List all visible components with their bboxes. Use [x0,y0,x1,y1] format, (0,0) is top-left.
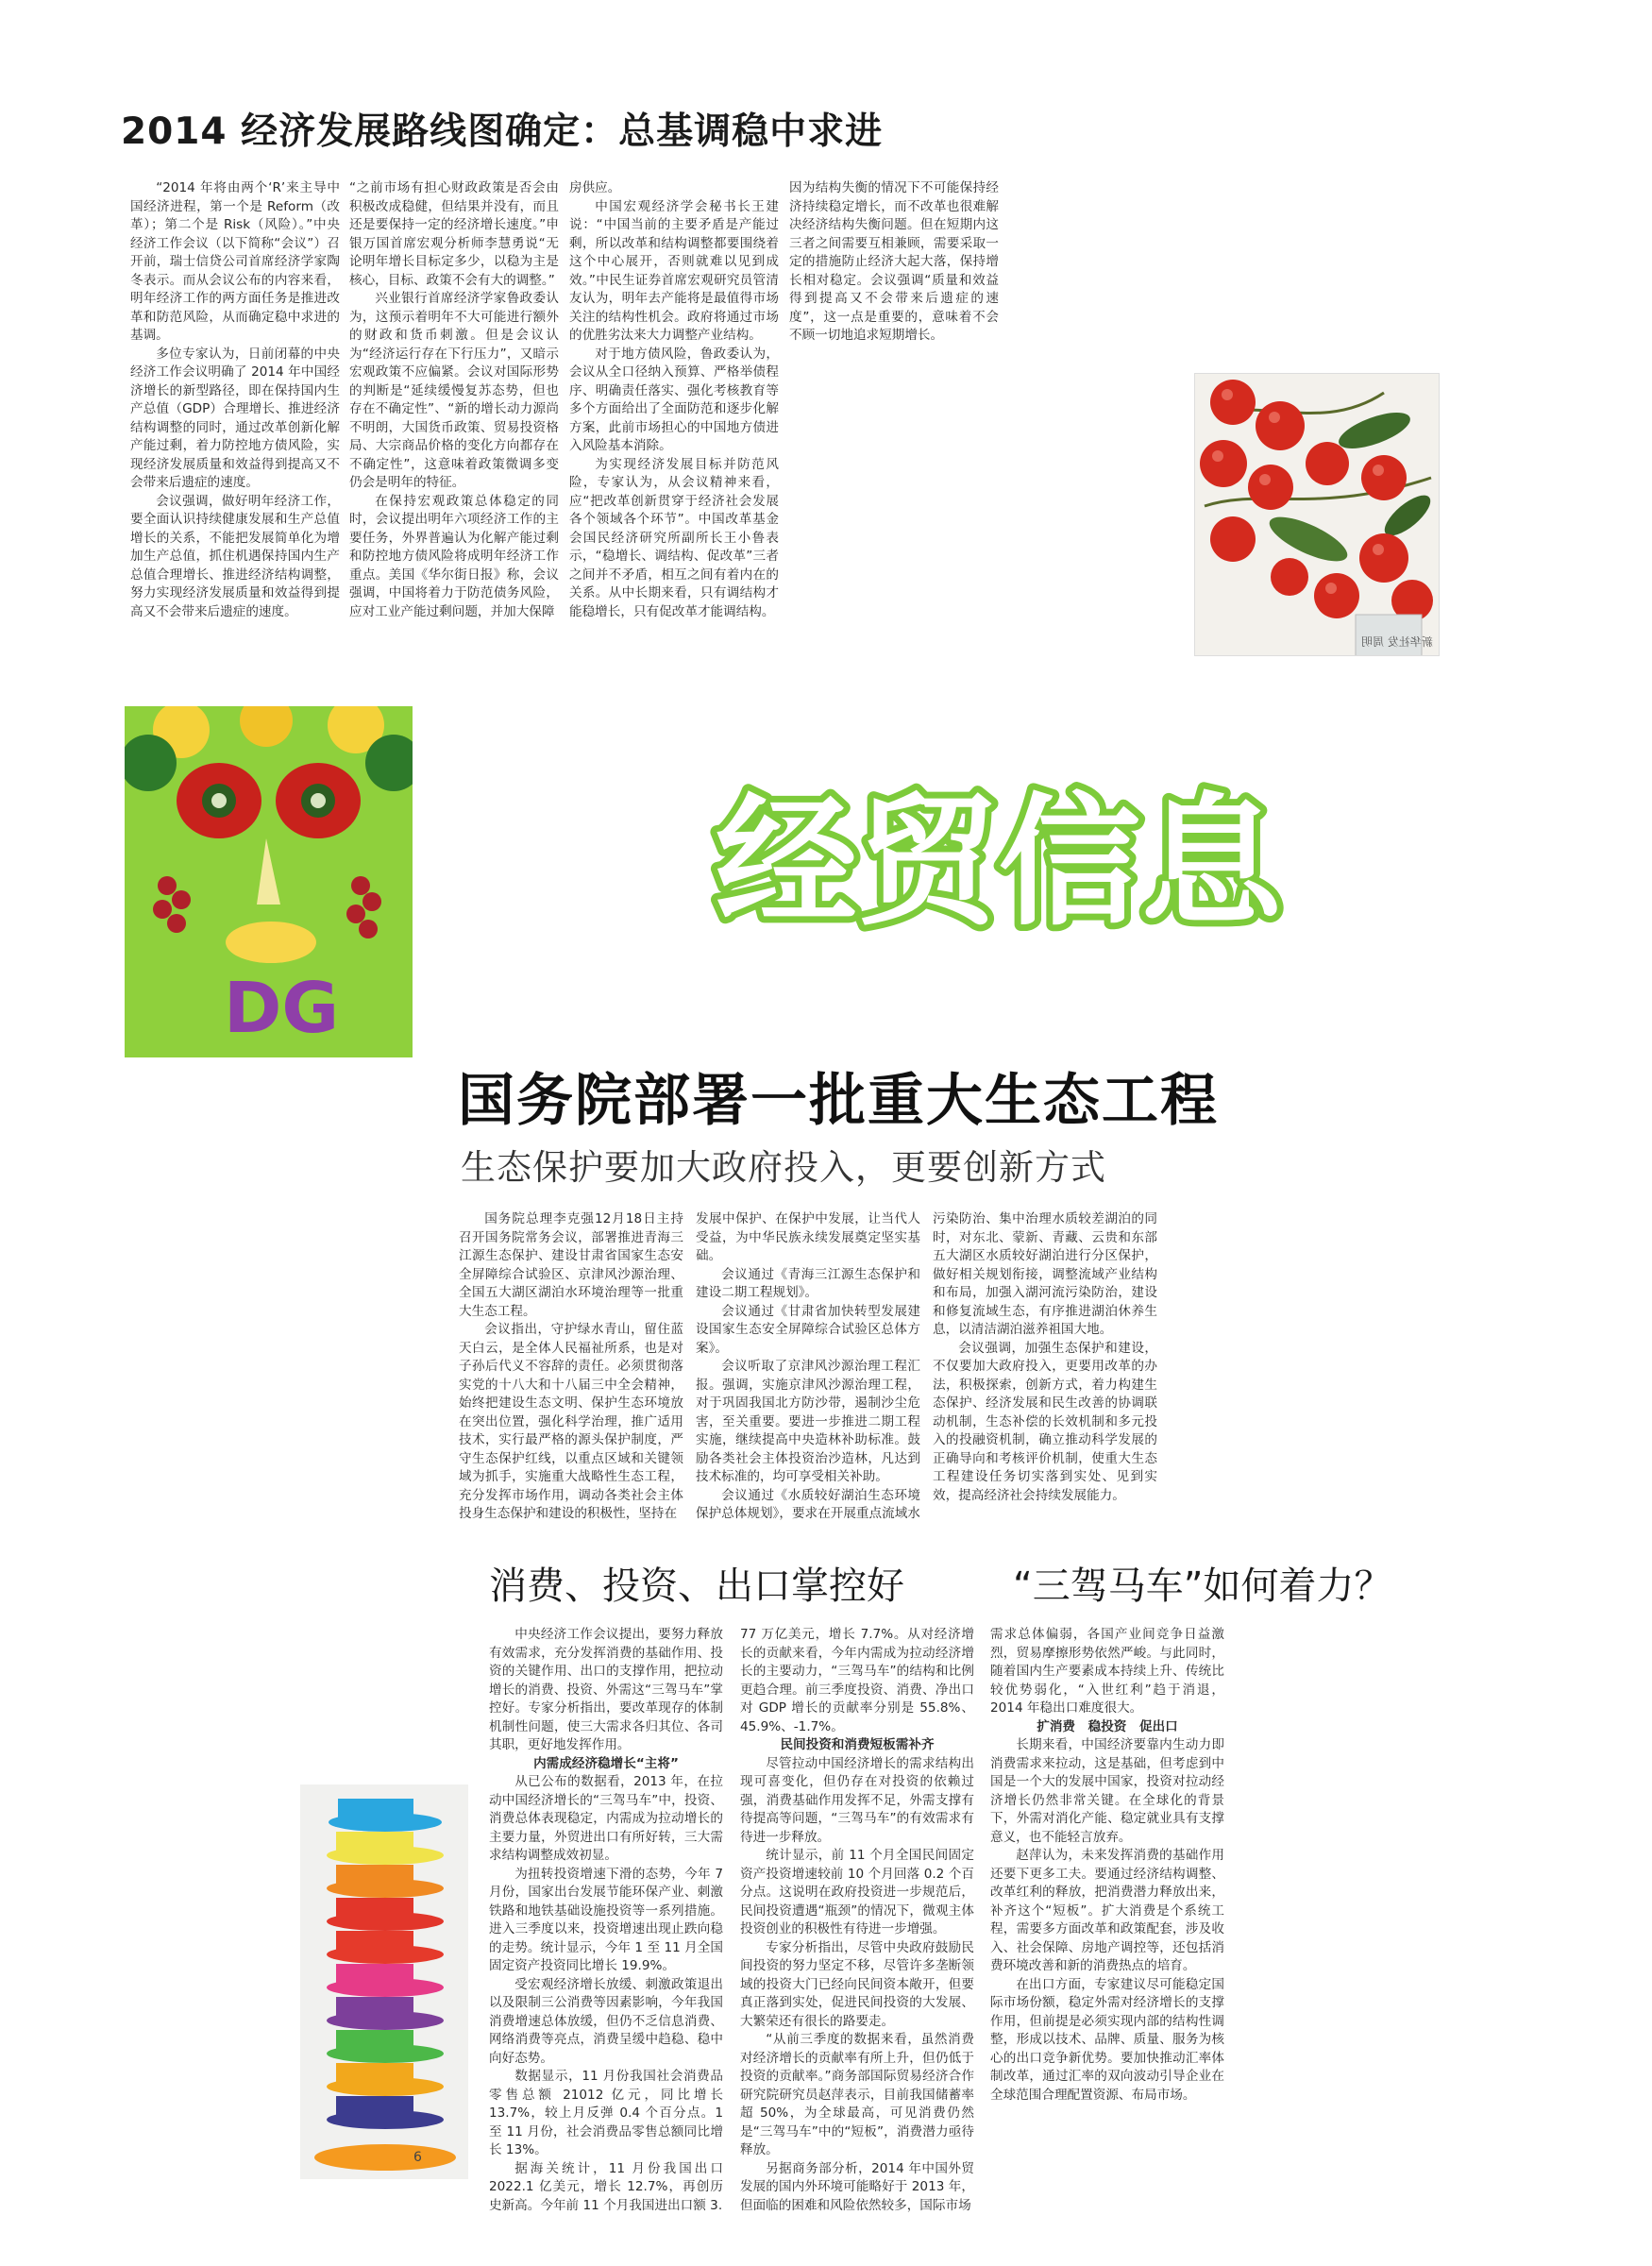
paragraph: 尽管拉动中国经济增长的需求结构出现可喜变化，但仍存在对投资的依赖过强，消费基础作用发挥不足，外需支撑有待提高等问题，“三驾马车”的有效需求有待进一步释放。 [740,1755,974,1845]
article3-column [990,1626,1224,2230]
paragraph: 为扭转投资增速下滑的态势，今年 7 月份，国家出台发展节能环保产业、刺激铁路和地铁基础设施投资等一系列措施。进入三季度以来，投资增速出现止跌向稳的走势。统计显示，今年 1 至 11 月全国固定资产投资同比增长 19.9%。 [489,1866,723,1973]
paragraph: 国务院总理李克强12月18日主持召开国务院常务会议，部署推进青海三江源生态保护、建设甘肃省国家生态安全屏障综合试验区、京津风沙源治理、全国五大湖区湖泊水环境治理等一批重大生态工程。 [459,1211,683,1319]
stacked-cups-photo [300,1784,468,2179]
paragraph: 会议强调，加强生态保护和建设，不仅要加大政府投入，更要用改革的办法，积极探索，创新方式，着力构建生态保护、经济发展和民生改善的协调联动机制，生态补偿的长效机制和多元投入的投融资机制，确立推动科学发展的正确导向和考核评价机制，使重大生态工程建设任务切实落到实处、见到实效，提高经济社会持续发展能力。 [933,1340,1157,1503]
paragraph: 会议通过《青海三江源生态保护和建设二期工程规划》。 [696,1266,920,1300]
paragraph: 污染防治、集中治理水质较差湖泊的同时，对东北、蒙新、青藏、云贵和东部五大湖区水质较好湖泊进行分区保护，做好相关规划衔接，调整流域产业结构和布局，加强入湖河流污染防治，建设和修复流域生态，有序推进湖泊休养生息，以清洁湖泊滋养祖国大地。 [933,1211,1157,1337]
paragraph: 数据显示，11 月份我国社会消费品零售总额 21012 亿元，同比增长 13.7%，较上月反弹 0.4 个百分点。1 至 11 月份，社会消费品零售总额同比增长 13%。 [489,2069,723,2157]
veg-letters: DG [224,968,340,1049]
paragraph: 兴业银行首席经济学家鲁政委认为，这预示着明年不大可能进行额外的财政和货币刺激。但是会议认为“经济运行存在下行压力”，又暗示宏观政策不应偏紧。会议对国际形势的判断是“延续缓慢复苏态势，但也存在不确定性”、“新的增长动力源尚不明朗，大国货币政策、贸易投资格局、大宗商品价格的变化方向都存在不确定性”，这意味着政策微调多变仍会是明年的特征。 [349,291,559,490]
subheading: 民间投资和消费短板需补齐 [780,1737,935,1752]
article1-column [130,179,340,623]
paragraph: 从已公布的数据看，2013 年，在拉动中国经济增长的“三驾马车”中，投资、消费总体表现稳定，内需成为拉动增长的主要力量，外贸进出口有所好转，三大需求结构调整成效初显。 [489,1774,723,1863]
paragraph: 中国宏观经济学会秘书长王建说：“中国当前的主要矛盾是产能过剩，所以改革和结构调整都要围绕着这个中心展开，否则就难以见到成效。”中民生证券首席宏观研究员管清友认为，明年去产能将是最值得市场关注的结构性机会。政府将通过市场的优胜劣汰来大力调整产业结构。 [569,198,779,343]
photo-credit: 新华社发 周明 [1361,635,1433,649]
paragraph: 中央经济工作会议提出，要努力释放有效需求，充分发挥消费的基础作用、投资的关键作用、出口的支撑作用，把拉动增长的消费、投资、外需这“三驾马车”掌控好。专家分析指出，要改革现存的体制机制性问题，使三大需求各归其位、各司其职，更好地发挥作用。 [489,1627,723,1752]
paragraph: “之前市场有担心财政政策是否会由积极改成稳健，但结果并没有，而且还是要保持一定的经济增长速度。”申银万国首席宏观分析师李慧勇说“无论明年增长目标定多少，以稳为主是核心，目标、政策不会有大的调整。” [349,180,559,288]
article2-column [1171,1210,1395,1531]
article2-column [933,1210,1157,1531]
paragraph: 受宏观经济增长放缓、刺激政策退出以及限制三公消费等因素影响，今年我国消费增速总体放缓，但仍不乏信息消费、网络消费等亮点，消费呈缓中趋稳、稳中向好态势。 [489,1976,723,2066]
red-berries-illustration [1195,374,1440,656]
paragraph: 在保持宏观政策总体稳定的同时，会议提出明年六项经济工作的主要任务，外界普遍认为化解产能过剩和防控地方债风险将成明年经济工作重点。美国《华尔街日报》称，会议强调，中国将着力于防范债务风险，应对工业产能过剩问题，并加大保障 [349,493,559,619]
section-banner [640,779,1357,949]
paragraph: 77 万亿美元，增长 7.7%。从对经济增长的贡献来看，今年内需成为拉动经济增长的主要动力，“三驾马车”的结构和比例更趋合理。前三季度投资、消费、净出口对 GDP 增长的贡献率分别是 55.8%、45.9%、-1.7%。 [740,1627,974,1734]
paragraph: 另据商务部分析，2014 年中国外贸发展的国内外环境可能略好于 2013 年，但面临的困难和风险依然较多，国际市场 [740,2160,974,2213]
paragraph: 因为结构失衡的情况下不可能保持经济持续稳定增长，而不改革也很难解决经济结构失衡问题。但在短期内这三者之间需要互相兼顾，需要采取一定的措施防止经济大起大落，保持增长相对稳定。会议强调“质量和效益得到提高又不会带来后遗症的速度”，这一点是重要的，意味着不会不顾一切地追求短期增长。 [789,180,999,343]
berries-photo [1194,373,1440,656]
banner-art [640,779,1357,949]
paragraph: 会议指出，守护绿水青山，留住蓝天白云，是全体人民福祉所系，也是对子孙后代义不容辞的责任。必须贯彻落实党的十八大和十八届三中全会精神，始终把建设生态文明、保护生态环境放在突出位置，强化科学治理，推广适用技术，实行最严格的源头保护制度，严守生态保护红线，以重点区域和关键领域为抓手，实施重大战略性生态工程，充分发挥市场作用，调动各类社会主体投身生态保护和建设的积极性，坚持在 [459,1322,683,1521]
subheading: 内需成经济稳增长“主将” [533,1755,679,1771]
paragraph: 会议强调，做好明年经济工作，要全面认识持续健康发展和生产总值增长的关系，不能把发展简单化为增加生产总值，抓住机遇保持国内生产总值合理增长、推进经济结构调整，努力实现经济发展质量和效益得到提高又不会带来后遗症的速度。 [130,493,340,619]
paragraph: 赵萍认为，未来发挥消费的基础作用还要下更多工夫。要通过经济结构调整、改革红利的释放，把消费潜力释放出来，补齐这个“短板”。扩大消费是个系统工程，需要多方面改革和政策配套，涉及收入、社会保障、房地产调控等，还包括消费环境改善和新的消费热点的培育。 [990,1848,1224,1973]
paragraph: 在出口方面，专家建议尽可能稳定国际市场份额，稳定外需对经济增长的支撑作用，但前提是必须实现内部的结构性调整，形成以技术、品牌、质量、服务为核心的出口竞争新优势。要加快推动汇率体制改革，通过汇率的双向波动引导企业在全球范围合理配置资源、布局市场。 [990,1976,1224,2103]
paragraph: 会议通过《甘肃省加快转型发展建设国家生态安全屏障综合试验区总体方案》。 [696,1303,920,1356]
page-number: 6 [413,2150,422,2165]
paragraph: 发展中保护、在保护中发展，让当代人受益，为中华民族永续发展奠定坚实基础。 [696,1211,920,1263]
vegetable-face-illustration [125,706,413,1057]
article2-column [696,1210,920,1531]
stacked-cups-illustration [300,1784,468,2179]
article3-column [489,1626,723,2230]
paragraph: 房供应。 [569,180,621,195]
article2-title: 国务院部署一批重大生态工程 [458,1068,1219,1134]
paragraph: 专家分析指出，尽管中央政府鼓励民间投资的努力坚定不移，尽管许多垄断领域的投资大门已经向民间资本敞开，但要真正落到实处，促进民间投资的大发展、大繁荣还有很长的路要走。 [740,1939,974,2029]
paragraph: 据海关统计，11 月份我国出口 2022.1 亿美元，增长 12.7%，再创历史新高。今年前 11 个月我国进出口额 3. [489,2160,723,2213]
paragraph: 统计显示，前 11 个月全国民间固定资产投资增速较前 10 个月回落 0.2 个百分点。这说明在政府投资进一步规范后，民间投资遭遇“瓶颈”的情况下，微观主体投资创业的积极性有待进一步增强。 [740,1848,974,1936]
paragraph: 对于地方债风险，鲁政委认为，会议从全口径纳入预算、严格举债程序、明确责任落实、强化考核教育等多个方面给出了全面防范和逐步化解方案，此前市场担心的中国地方债进入风险基本消除。 [569,346,779,453]
article1-column [789,179,999,623]
subheading: 扩消费 稳投资 促出口 [1037,1718,1178,1734]
article3-title-left: 消费、投资、出口掌控好 [489,1564,904,1608]
article3-column [740,1626,974,2230]
article2-column [459,1210,683,1531]
paragraph: “从前三季度的数据来看，虽然消费对经济增长的贡献率有所上升，但仍低于投资的贡献率。”商务部国际贸易经济合作研究院研究员赵萍表示，目前我国储蓄率超 50%，为全球最高，可见消费仍然是“三驾马车”中的“短板”，消费潜力亟待释放。 [740,2032,974,2157]
article1-column [569,179,779,623]
paragraph: 长期来看，中国经济要靠内生动力即消费需求来拉动，这是基础，但考虑到中国是一个大的发展中国家，投资对拉动经济增长仍然非常关键。在全球化的背景下，外需对消化产能、稳定就业具有支撑意义，也不能轻言放弃。 [990,1737,1224,1845]
article1-column [349,179,559,623]
article1-title: 2014 经济发展路线图确定：总基调稳中求进 [121,110,884,153]
paragraph: 会议听取了京津风沙源治理工程汇报。强调，实施京津风沙源治理工程，对于巩固我国北方防沙带，遏制沙尘危害，至关重要。要进一步推进二期工程实施，继续提高中央造林补助标准。鼓励各类社会主体投资治沙造林，凡达到技术标准的，均可享受相关补助。 [696,1359,920,1484]
paragraph: “2014 年将由两个‘R’来主导中国经济进程，第一个是 Reform（改革）；第二个是 Risk（风险）。”中央经济工作会议（以下简称“会议”）召开前，瑞士信贷公司首席经济学家陶冬表示。而从会议公布的内容来看，明年经济工作的两方面任务是推进改革和防范风险，从而确定稳中求进的基调。 [130,180,340,343]
paragraph: 为实现经济发展目标并防范风险，专家认为，从会议精神来看，应“把改革创新贯穿于经济社会发展各个领域各个环节”。中国改革基金会国民经济研究所副所长王小鲁表示，“稳增长、调结构、促改革”三者之间并不矛盾，相互之间有着内在的关系。从中长期来看，只有调结构才能稳增长，只有促改革才能调结构。 [569,456,779,619]
paragraph: 多位专家认为，日前闭幕的中央经济工作会议明确了 2014 年中国经济增长的新型路径，即在保持国内生产总值（GDP）合理增长、推进经济结构调整的同时，通过改革创新化解产能过剩，着力防控地方债风险，实现经济发展质量和效益得到提高又不会带来后遗症的速度。 [130,346,340,490]
banner-text: 经贸信息 [715,781,1283,945]
paragraph: 会议通过《水质较好湖泊生态环境保护总体规划》，要求在开展重点流域水 [696,1487,920,1521]
paragraph: 需求总体偏弱，各国产业间竞争日益激烈，贸易摩擦形势依然严峻。与此同时，随着国内生产要素成本持续上升、传统比较优势弱化，“入世红利”趋于消退，2014 年稳出口难度很大。 [990,1627,1224,1716]
article3-title-right: “三驾马车”如何着力？ [1013,1564,1392,1608]
vegetable-face-photo [125,706,413,1057]
article2-subtitle: 生态保护要加大政府投入，更要创新方式 [461,1147,1106,1188]
article3-column [1239,1626,1474,2230]
